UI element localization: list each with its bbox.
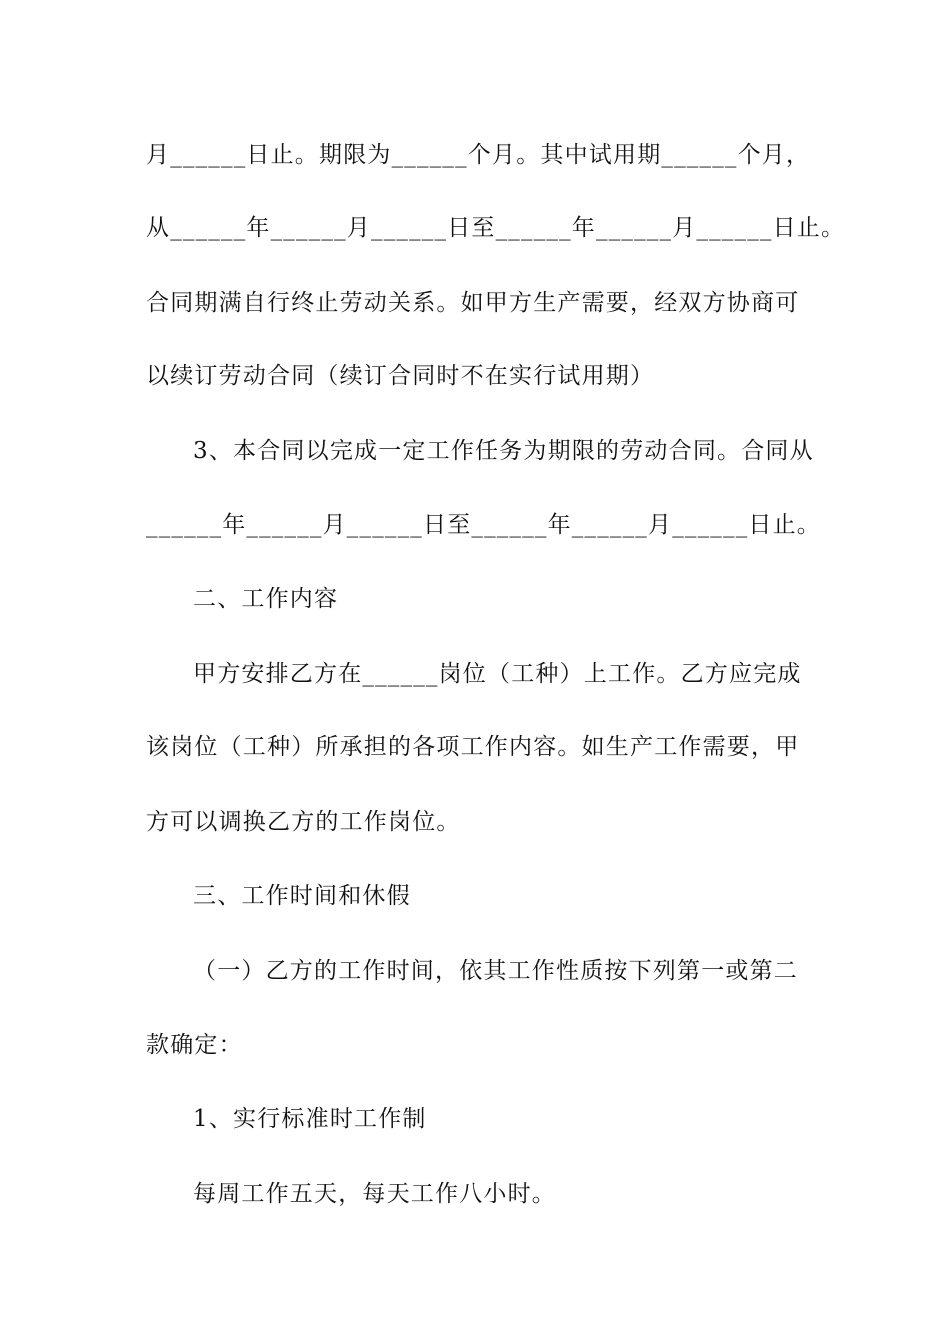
paragraph-line: 月______日止。期限为______个月。其中试用期______个月， [146,142,811,168]
paragraph-line: 合同期满自行终止劳动关系。如甲方生产需要，经双方协商可 [146,290,800,316]
section-heading: 三、工作时间和休假 [193,883,411,909]
paragraph-line: 方可以调换乙方的工作岗位。 [146,809,461,835]
paragraph-line: （一）乙方的工作时间，依其工作性质按下列第一或第二 [193,958,798,984]
paragraph-line: 以续订劳动合同（续订合同时不在实行试用期） [146,363,655,389]
paragraph-line: 甲方安排乙方在______岗位（工种）上工作。乙方应完成 [193,661,802,687]
paragraph-line: ______年______月______日至______年______月______日止。 [146,512,821,538]
paragraph-line: 3、本合同以完成一定工作任务为期限的劳动合同。合同从 [193,438,814,464]
paragraph-line: 款确定： [146,1032,243,1058]
paragraph-line: 从______年______月______日至______年______月______日止。 [146,215,846,241]
subsection-heading: 1、实行标准时工作制 [193,1106,427,1132]
section-heading: 二、工作内容 [193,586,339,612]
paragraph-line: 每周工作五天，每天工作八小时。 [193,1181,556,1207]
paragraph-line: 该岗位（工种）所承担的各项工作内容。如生产工作需要，甲 [146,734,800,760]
